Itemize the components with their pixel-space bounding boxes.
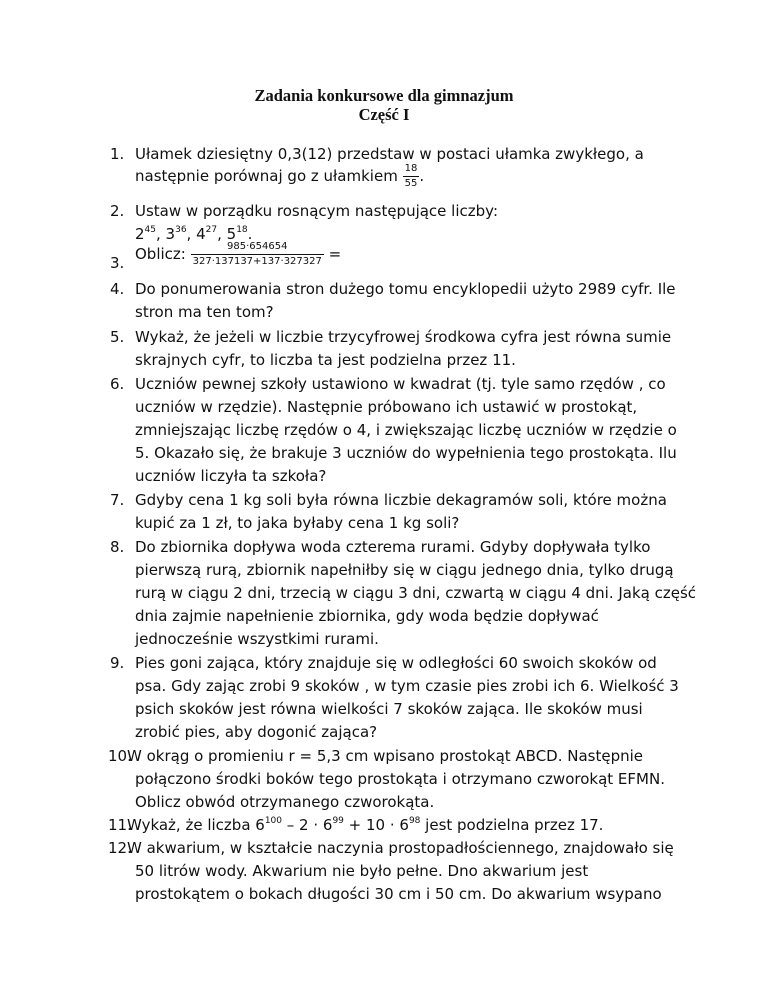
task-number: 4. xyxy=(110,280,125,298)
task-line: psich skoków jest równa wielkości 7 skoków zająca. Ile skoków musi xyxy=(135,700,643,718)
punctuation: . xyxy=(419,167,425,185)
task-line: Oblicz obwód otrzymanego czworokąta. xyxy=(135,793,435,811)
fraction-18-55 xyxy=(403,164,420,189)
task-number: 3. xyxy=(110,254,125,272)
power-exponent: 45 xyxy=(144,225,156,235)
task-line xyxy=(135,242,341,267)
power-base: 6 xyxy=(322,816,333,834)
task-number: 12. xyxy=(108,839,132,857)
task-line: Ułamek dziesiętny 0,3(12) przedstaw w postaci ułamka zwykłego, a xyxy=(135,145,644,163)
operator: – 2 · xyxy=(282,816,323,834)
power-exponent: 18 xyxy=(236,225,248,235)
task-line-text: następnie porównaj go z ułamkiem xyxy=(135,167,403,185)
task-line: Wykaż, że jeżeli w liczbie trzycyfrowej środkowa cyfra jest równa sumie xyxy=(135,328,672,346)
operator: + 10 · xyxy=(343,816,400,834)
task-line: psa. Gdy zając zrobi 9 skoków , w tym czasie pies zrobi ich 6. Wielkość 3 xyxy=(135,677,679,695)
task-label: Oblicz: xyxy=(135,245,191,263)
separator: , xyxy=(186,225,197,243)
task-line: połączono środki boków tego prostokąta i otrzymano czworokąt EFMN. xyxy=(135,770,665,788)
task-line: W okrąg o promieniu r = 5,3 cm wpisano prostokąt ABCD. Następnie xyxy=(127,747,644,765)
task-line: Uczniów pewnej szkoły ustawiono w kwadrat (tj. tyle samo rzędów , co xyxy=(135,375,666,393)
power-base: 5 xyxy=(226,225,237,243)
task-line xyxy=(127,816,603,834)
page-title: Zadania konkursowe dla gimnazjum xyxy=(254,86,514,105)
task-line: uczniów liczyła ta szkoła? xyxy=(135,467,327,485)
power-base: 3 xyxy=(165,225,176,243)
separator: , xyxy=(156,225,166,243)
task-line: Gdyby cena 1 kg soli była równa liczbie dekagramów soli, które można xyxy=(135,491,667,509)
separator: , xyxy=(217,225,227,243)
task-number: 10. xyxy=(108,747,132,765)
task-line: skrajnych cyfr, to liczba ta jest podzielna przez 11. xyxy=(135,351,516,369)
task-line: uczniów w rzędzie). Następnie próbowano ich ustawić w prostokąt, xyxy=(135,398,638,416)
fraction-numerator: 18 xyxy=(403,164,420,177)
task-line: Pies goni zająca, który znajduje się w odległości 60 swoich skoków od xyxy=(135,654,657,672)
task-number: 6. xyxy=(110,375,125,393)
fraction-denominator: 55 xyxy=(404,178,418,189)
task-line xyxy=(135,164,424,189)
task-line: pierwszą rurą, zbiornik napełniłby się w ciągu jednego dnia, tylko drugą xyxy=(135,561,674,579)
power-base: 6 xyxy=(399,816,409,834)
task-line: jednocześnie wszystkimi rurami. xyxy=(135,630,379,648)
power-exponent: 36 xyxy=(175,225,187,235)
equals-sign: = xyxy=(323,245,342,263)
fraction-numerator: 985·654654 xyxy=(191,242,324,255)
task-line: zrobić pies, aby dogonić zająca? xyxy=(135,723,378,741)
task-line: dnia zajmie napełnienie zbiornika, gdy woda będzie dopływać xyxy=(135,607,599,625)
fraction-denominator: 327·137137+137·327327 xyxy=(192,256,322,267)
task-number: 5. xyxy=(110,328,125,346)
page-subtitle: Część I xyxy=(358,105,410,124)
task-number: 8. xyxy=(110,538,125,556)
task-number: 7. xyxy=(110,491,125,509)
task-line: prostokątem o bokach długości 30 cm i 50 cm. Do akwarium wsypano xyxy=(135,885,662,903)
task-line-text: Wykaż, że liczba xyxy=(127,816,256,834)
task-line: kupić za 1 zł, to jaka byłaby cena 1 kg soli? xyxy=(135,514,460,532)
power-base: 6 xyxy=(255,816,265,834)
power-exponent: 27 xyxy=(205,225,218,235)
task-line: Ustaw w porządku rosnącym następujące liczby: xyxy=(135,202,498,220)
power-base: 2 xyxy=(135,225,145,243)
task-line: W akwarium, w kształcie naczynia prostopadłościennego, znajdowało się xyxy=(127,839,674,857)
task-line: Do zbiornika dopływa woda czterema rurami. Gdyby dopływała tylko xyxy=(135,538,651,556)
power-exponent: 99 xyxy=(332,816,344,826)
task-number: 11. xyxy=(108,816,132,834)
task-number: 9. xyxy=(110,654,125,672)
power-exponent: 100 xyxy=(264,816,283,826)
separator: . xyxy=(247,225,253,243)
task-line-text: jest podzielna przez 17. xyxy=(420,816,604,834)
task-line: stron ma ten tom? xyxy=(135,303,274,321)
task-line: rurą w ciągu 2 dni, trzecią w ciągu 3 dni, czwartą w ciągu 4 dni. Jaką część xyxy=(135,584,697,602)
task-line: 5. Okazało się, że brakuje 3 uczniów do wypełnienia tego prostokąta. Ilu xyxy=(135,444,677,462)
power-base: 4 xyxy=(196,225,206,243)
power-exponent: 98 xyxy=(408,816,421,826)
fraction-expression xyxy=(191,242,324,267)
task-line: Do ponumerowania stron dużego tomu encyklopedii użyto 2989 cyfr. Ile xyxy=(135,280,676,298)
task-number: 2. xyxy=(110,202,125,220)
task-line: 50 litrów wody. Akwarium nie było pełne. Dno akwarium jest xyxy=(135,862,589,880)
task-number: 1. xyxy=(110,145,125,163)
task-line: zmniejszając liczbę rzędów o 4, i zwiększając liczbę uczniów w rzędzie o xyxy=(135,421,677,439)
